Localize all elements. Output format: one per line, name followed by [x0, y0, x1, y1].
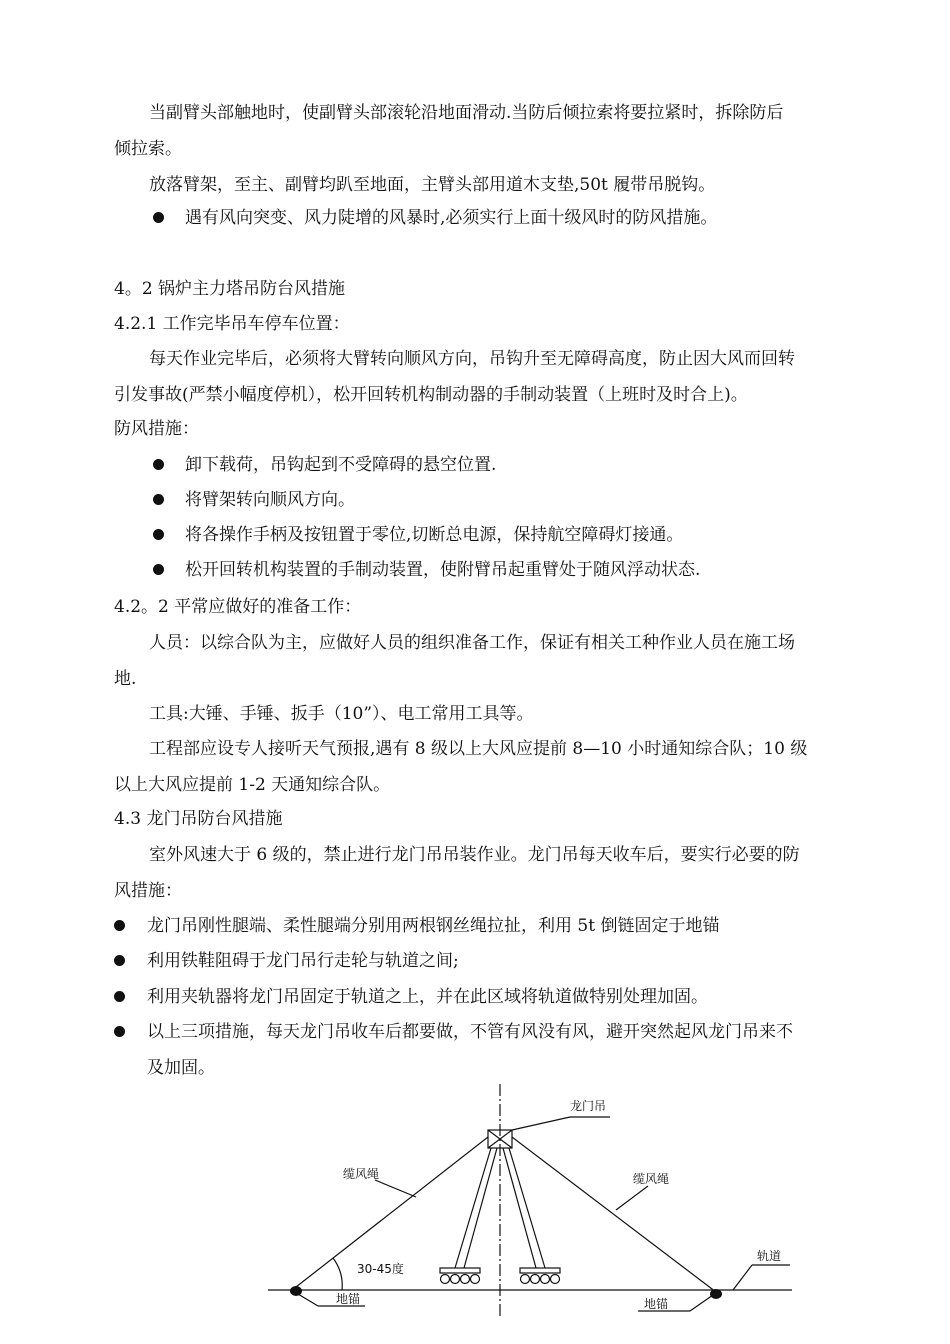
label-angle: 30-45度 [357, 1262, 404, 1276]
cable-left-leader-line [375, 1180, 416, 1197]
bogie-left [440, 1268, 480, 1273]
paragraph-line: 地. [114, 669, 137, 689]
anchor-right-leader-line [690, 1295, 713, 1311]
anchor-right-icon [710, 1289, 722, 1299]
measures-label: 防风措施： [114, 419, 199, 439]
anchor-left-icon [290, 1286, 302, 1296]
cable-right-line [512, 1137, 716, 1292]
paragraph-line: 风措施： [114, 881, 182, 901]
paragraph-line: 室外风速大于 6 级的，禁止进行龙门吊吊装作业。龙门吊每天收车后，要实行必要的防 [149, 845, 800, 865]
paragraph-line: 以上大风应提前 1-2 天通知综合队。 [114, 775, 391, 795]
bullet-item: 将各操作手柄及按钮置于零位,切断总电源，保持航空障碍灯接通。 [185, 525, 684, 545]
bullet-item: 松开回转机构装置的手制动装置，使附臂吊起重臂处于随风浮动状态. [185, 560, 701, 580]
label-anchor-right: 地锚 [644, 1297, 669, 1311]
paragraph-line: 当副臂头部触地时，使副臂头部滚轮沿地面滑动.当防后倾拉索将要拉紧时，拆除防后 [149, 103, 784, 123]
label-anchor-left: 地锚 [336, 1292, 361, 1306]
angle-arc [333, 1258, 342, 1290]
section-heading: 4.3 龙门吊防台风措施 [114, 809, 283, 829]
crane-leg [509, 1148, 545, 1268]
cable-right-leader-line [616, 1186, 648, 1210]
bullet-item: 以上三项措施，每天龙门吊收车后都要做，不管有风没有风，避开突然起风龙门吊来不 [147, 1022, 793, 1042]
paragraph-line: 人员：以综合队为主，应做好人员的组织准备工作，保证有相关工种作业人员在施工场 [149, 633, 795, 653]
paragraph-line: 放落臂架，至主、副臂均趴至地面，主臂头部用道木支垫,50t 履带吊脱钩。 [149, 175, 716, 195]
section-heading: 4。2 锅炉主力塔吊防台风措施 [114, 279, 346, 299]
paragraph-line: 倾拉索。 [114, 139, 182, 159]
bullet-item: 龙门吊刚性腿端、柔性腿端分别用两根钢丝绳拉扯，利用 5t 倒链固定于地锚 [147, 916, 720, 936]
bullet-item: 将臂架转向顺风方向。 [185, 490, 355, 510]
anchor-left-leader-line [298, 1294, 318, 1306]
crane-leg [464, 1148, 497, 1268]
paragraph-line: 每天作业完毕后，必须将大臂转向顺风方向，吊钩升至无障碍高度，防止因大风而回转 [149, 349, 795, 369]
paragraph-line: 工程部应设专人接听天气预报,遇有 8 级以上大风应提前 8—10 小时通知综合队；10 级 [149, 739, 808, 759]
bullet-item-continuation: 及加固。 [147, 1058, 215, 1078]
crane-leg [503, 1148, 536, 1268]
paragraph-line: 引发事故(严禁小幅度停机），松开回转机构制动器的手制动装置（上班时及时合上)。 [114, 385, 748, 405]
bogie-right [520, 1268, 560, 1273]
crane-leg [455, 1148, 491, 1268]
bullet-item: 利用铁鞋阻碍于龙门吊行走轮与轨道之间; [147, 951, 459, 971]
subsection-heading: 4.2.1 工作完毕吊车停车位置： [114, 314, 350, 334]
bullet-item: 遇有风向突变、风力陡增的风暴时,必须实行上面十级风时的防风措施。 [185, 208, 718, 228]
track-leader-line [733, 1265, 752, 1290]
label-cable-left: 缆风绳 [343, 1167, 380, 1181]
label-track: 轨道 [757, 1249, 782, 1263]
paragraph-line: 工具:大锤、手锤、扳手（10”）、电工常用工具等。 [149, 704, 534, 724]
label-crane: 龙门吊 [570, 1099, 607, 1113]
bullet-item: 利用夹轨器将龙门吊固定于轨道之上，并在此区域将轨道做特别处理加固。 [147, 987, 708, 1007]
crane-leader-line [512, 1117, 570, 1130]
bullet-item: 卸下载荷，吊钩起到不受障碍的悬空位置. [185, 455, 497, 475]
label-cable-right: 缆风绳 [633, 1172, 670, 1186]
subsection-heading: 4.2。2 平常应做好的准备工作： [114, 597, 362, 617]
